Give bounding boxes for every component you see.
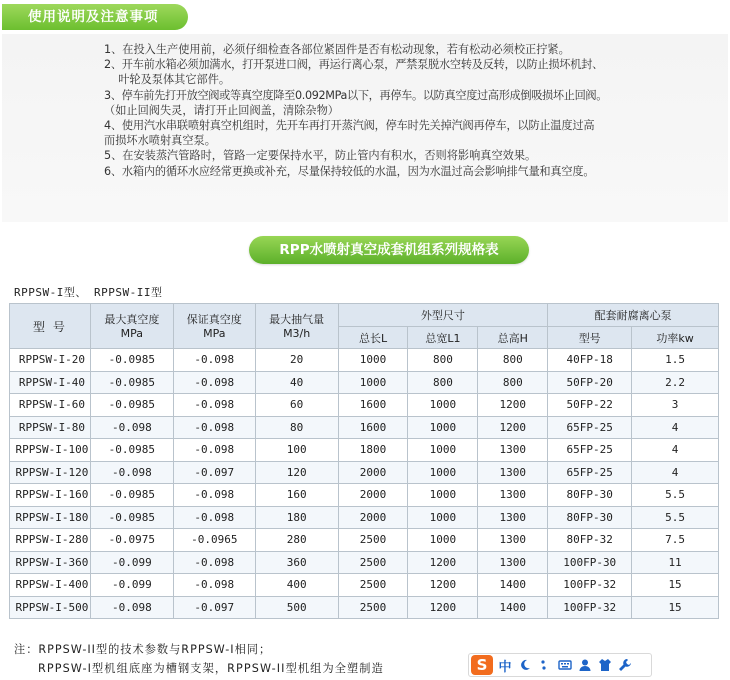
cell-pump-model: 100FP-32 [548, 596, 632, 619]
cell-max-exhaust: 80 [255, 416, 338, 439]
cell-max-exhaust: 500 [255, 596, 338, 619]
spec-table [9, 303, 719, 619]
table-row [10, 461, 719, 484]
cell-guaranteed-vacuum: -0.097 [173, 461, 255, 484]
cell-max-vacuum: -0.099 [90, 574, 173, 597]
cell-max-vacuum: -0.0985 [90, 506, 173, 529]
ime-toolbar[interactable] [468, 653, 652, 677]
cell-height: 800 [478, 371, 548, 394]
cell-guaranteed-vacuum: -0.098 [173, 394, 255, 417]
cell-length: 1000 [338, 371, 408, 394]
cell-guaranteed-vacuum: -0.097 [173, 596, 255, 619]
cell-model: RPPSW-I-40 [10, 371, 91, 394]
cell-height: 800 [478, 349, 548, 372]
cell-max-vacuum: -0.0985 [90, 439, 173, 462]
cell-length: 2000 [338, 506, 408, 529]
cell-model: RPPSW-I-100 [10, 439, 91, 462]
cell-height: 1300 [478, 506, 548, 529]
cell-power: 7.5 [632, 529, 719, 552]
table-row [10, 394, 719, 417]
header-guaranteed-vacuum-unit: MPa [203, 326, 226, 340]
cell-guaranteed-vacuum: -0.098 [173, 484, 255, 507]
cell-power: 5.5 [632, 484, 719, 507]
cell-pump-model: 50FP-20 [548, 371, 632, 394]
cell-model: RPPSW-I-280 [10, 529, 91, 552]
cell-guaranteed-vacuum: -0.098 [173, 574, 255, 597]
cell-height: 1300 [478, 439, 548, 462]
keyboard-icon[interactable] [557, 656, 573, 674]
cell-height: 1300 [478, 529, 548, 552]
table-row [10, 529, 719, 552]
footnote-line-1: 注：RPPSW-II型的技术参数与RPPSW-I相同； [14, 643, 272, 656]
usage-note: 叶轮及泵体其它部件。 [104, 73, 231, 87]
header-max-vacuum-label: 最大真空度 [104, 312, 160, 326]
cell-max-vacuum: -0.0985 [90, 349, 173, 372]
header-pump: 配套耐腐离心泵 [548, 304, 719, 327]
cell-height: 1300 [478, 484, 548, 507]
table-row [10, 506, 719, 529]
cell-height: 1300 [478, 461, 548, 484]
cell-power: 4 [632, 461, 719, 484]
usage-note: 6、水箱内的循环水应经常更换或补充，尽量保持较低的水温，因为水温过高会影响排气量和真空度。 [104, 164, 595, 178]
cell-height: 1200 [478, 416, 548, 439]
cell-guaranteed-vacuum: -0.098 [173, 439, 255, 462]
cell-pump-model: 65FP-25 [548, 461, 632, 484]
header-guaranteed-vacuum-label: 保证真空度 [186, 312, 242, 326]
cell-max-vacuum: -0.0975 [90, 529, 173, 552]
moon-icon[interactable] [517, 656, 533, 674]
cell-power: 11 [632, 551, 719, 574]
cell-guaranteed-vacuum: -0.098 [173, 416, 255, 439]
cell-guaranteed-vacuum: -0.098 [173, 506, 255, 529]
ime-language-toggle[interactable]: 中 [498, 659, 512, 675]
cell-pump-model: 40FP-18 [548, 349, 632, 372]
cell-max-exhaust: 280 [255, 529, 338, 552]
cell-length: 2000 [338, 484, 408, 507]
cell-pump-model: 80FP-30 [548, 506, 632, 529]
cell-power: 1.5 [632, 349, 719, 372]
cell-guaranteed-vacuum: -0.098 [173, 371, 255, 394]
header-max-vacuum-unit: MPa [120, 326, 144, 340]
table-row [10, 349, 719, 372]
cell-height: 1400 [478, 574, 548, 597]
cell-max-exhaust: 60 [255, 394, 338, 417]
cell-max-vacuum: -0.098 [90, 416, 173, 439]
spec-table-title: RPP水喷射真空成套机组系列规格表 [249, 236, 529, 264]
header-model: 型 号 [10, 304, 91, 349]
header-max-exhaust-label: 最大抽气量 [269, 312, 325, 326]
cell-pump-model: 100FP-30 [548, 551, 632, 574]
usage-note: 1、在投入生产使用前，必须仔细检查各部位紧固件是否有松动现象，若有松动必须校正拧紧。 [104, 43, 570, 56]
cell-pump-model: 80FP-32 [548, 529, 632, 552]
table-row [10, 574, 719, 597]
header-max-vacuum [90, 304, 173, 349]
cell-pump-model: 80FP-30 [548, 484, 632, 507]
usage-note: 2、开车前水箱必须加满水，打开泵进口阀，再运行离心泵，严禁泵脱水空转及反转，以防止损坏机封、 [104, 58, 604, 72]
cell-pump-model: 65FP-25 [548, 439, 632, 462]
header-guaranteed-vacuum [173, 304, 255, 349]
cell-power: 5.5 [632, 506, 719, 529]
cell-width: 1000 [408, 439, 478, 462]
usage-note: 4、使用汽水串联喷射真空机组时，先开车再打开蒸汽阀，停车时先关掉汽阀再停车，以防止温度过高 [104, 119, 595, 133]
cell-guaranteed-vacuum: -0.098 [173, 349, 255, 372]
cell-pump-model: 100FP-32 [548, 574, 632, 597]
cell-max-exhaust: 400 [255, 574, 338, 597]
cell-width: 1000 [408, 394, 478, 417]
cell-width: 1000 [408, 506, 478, 529]
cell-power: 4 [632, 439, 719, 462]
cell-height: 1200 [478, 394, 548, 417]
usage-note: 3、停车前先打开放空阀或等真空度降至0.092MPa以下，再停车。以防真空度过高形成倒吸损坏止回阀。 [104, 88, 608, 102]
cell-length: 2500 [338, 551, 408, 574]
cell-power: 4 [632, 416, 719, 439]
cell-width: 1200 [408, 574, 478, 597]
footnote-line-2: RPPSW-I型机组底座为槽钢支架，RPPSW-II型机组为全塑制造 [38, 662, 384, 675]
cell-guaranteed-vacuum: -0.0965 [173, 529, 255, 552]
cell-max-exhaust: 180 [255, 506, 338, 529]
table-row [10, 484, 719, 507]
header-max-exhaust-unit: M3/h [283, 326, 311, 340]
cell-power: 3 [632, 394, 719, 417]
cell-max-exhaust: 120 [255, 461, 338, 484]
header-height: 总高H [478, 327, 548, 349]
cell-length: 2500 [338, 574, 408, 597]
cell-max-vacuum: -0.0985 [90, 484, 173, 507]
cell-width: 1000 [408, 529, 478, 552]
cell-pump-model: 50FP-22 [548, 394, 632, 417]
cell-model: RPPSW-I-20 [10, 349, 91, 372]
cell-max-exhaust: 40 [255, 371, 338, 394]
cell-length: 2000 [338, 461, 408, 484]
shirt-icon[interactable] [597, 656, 613, 674]
header-max-exhaust [255, 304, 338, 349]
cell-length: 1800 [338, 439, 408, 462]
cell-width: 800 [408, 349, 478, 372]
cell-power: 2.2 [632, 371, 719, 394]
cell-max-exhaust: 360 [255, 551, 338, 574]
cell-model: RPPSW-I-120 [10, 461, 91, 484]
cell-max-exhaust: 160 [255, 484, 338, 507]
cell-max-exhaust: 20 [255, 349, 338, 372]
cell-pump-model: 65FP-25 [548, 416, 632, 439]
table-row [10, 551, 719, 574]
cell-model: RPPSW-I-80 [10, 416, 91, 439]
cell-width: 1000 [408, 416, 478, 439]
model-types-label: RPPSW-I型、 RPPSW-II型 [14, 286, 163, 299]
cell-width: 1000 [408, 484, 478, 507]
cell-max-vacuum: -0.098 [90, 596, 173, 619]
punctuation-icon[interactable] [537, 656, 553, 674]
usage-note: 而损坏水喷射真空泵。 [104, 134, 216, 148]
header-dimensions: 外型尺寸 [338, 304, 548, 327]
cell-width: 1000 [408, 461, 478, 484]
table-row [10, 439, 719, 462]
cell-max-vacuum: -0.0985 [90, 371, 173, 394]
header-width: 总宽L1 [408, 327, 478, 349]
table-row [10, 416, 719, 439]
cell-length: 1600 [338, 416, 408, 439]
cell-height: 1300 [478, 551, 548, 574]
cell-power: 15 [632, 596, 719, 619]
cell-max-vacuum: -0.099 [90, 551, 173, 574]
cell-length: 1000 [338, 349, 408, 372]
wrench-icon[interactable] [617, 656, 633, 674]
usage-note: （如止回阀失灵，请打开止回阀盖，清除杂物） [104, 103, 339, 117]
table-row [10, 371, 719, 394]
user-icon[interactable] [577, 656, 593, 674]
cell-power: 15 [632, 574, 719, 597]
cell-length: 2500 [338, 596, 408, 619]
cell-height: 1400 [478, 596, 548, 619]
cell-length: 1600 [338, 394, 408, 417]
cell-max-exhaust: 100 [255, 439, 338, 462]
usage-note: 5、在安装蒸汽管路时，管路一定要保持水平，防止管内有积水，否则将影响真空效果。 [104, 149, 537, 163]
sogou-logo-icon[interactable]: S [471, 655, 493, 675]
cell-length: 2500 [338, 529, 408, 552]
table-row [10, 596, 719, 619]
cell-width: 1200 [408, 596, 478, 619]
cell-max-vacuum: -0.098 [90, 461, 173, 484]
cell-model: RPPSW-I-360 [10, 551, 91, 574]
cell-model: RPPSW-I-160 [10, 484, 91, 507]
cell-width: 1200 [408, 551, 478, 574]
cell-max-vacuum: -0.0985 [90, 394, 173, 417]
spec-table-body [10, 349, 719, 619]
cell-model: RPPSW-I-60 [10, 394, 91, 417]
cell-model: RPPSW-I-400 [10, 574, 91, 597]
cell-model: RPPSW-I-180 [10, 506, 91, 529]
cell-guaranteed-vacuum: -0.098 [173, 551, 255, 574]
header-power: 功率kw [632, 327, 719, 349]
cell-model: RPPSW-I-500 [10, 596, 91, 619]
header-length: 总长L [338, 327, 408, 349]
usage-section-title: 使用说明及注意事项 [2, 4, 188, 30]
usage-notes-list [104, 42, 726, 179]
header-pump-model: 型号 [548, 327, 632, 349]
cell-width: 800 [408, 371, 478, 394]
